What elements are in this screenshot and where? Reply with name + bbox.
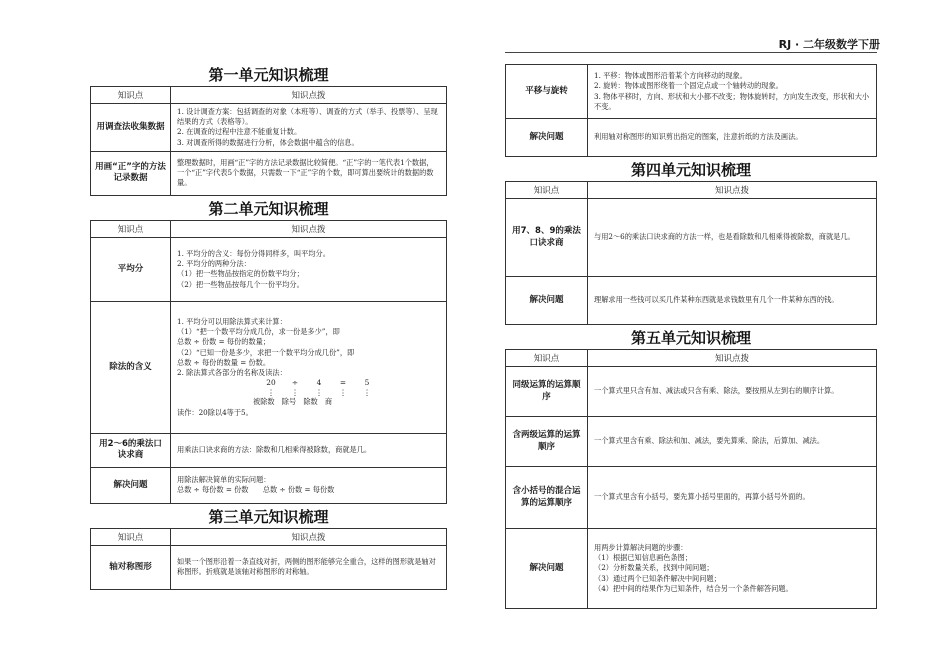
row-content: [588, 367, 877, 417]
unit1-title: 第一单元知识梳理: [208, 66, 329, 84]
table-row: [91, 467, 447, 503]
content-line: （2）分析数量关系，找到中间问题；: [594, 563, 714, 573]
row-content: [171, 237, 447, 301]
row-topic: 解决问题: [91, 467, 171, 503]
unit3-table-part1: [90, 528, 447, 590]
content-line: 整理数据时，用画“正”字的方法记录数据比较简便。“正”字的一笔代表1个数据，一个“正”字代表5个数据，只需数一下“正”字的个数，即可算出要统计的数据的数量。: [177, 158, 434, 188]
content-line: 1. 设计调查方案：包括调查的对象（本班等）、调查的方式（举手、投票等）、呈现结果的方式（表格等）。: [177, 107, 438, 127]
formula-divide-sign: ÷: [291, 378, 299, 388]
table-row: [91, 545, 447, 589]
row-content: [588, 417, 877, 467]
unit3-table-part2: [505, 64, 877, 157]
row-content: [588, 65, 877, 119]
row-content: [588, 199, 877, 277]
formula-dots: ⋮: [267, 387, 275, 397]
content-line: （2）“已知一份是多少，求把一个数平均分成几份”，即: [177, 347, 355, 357]
table-header-row: [506, 350, 877, 367]
row-content: [588, 529, 877, 609]
row-content: [588, 467, 877, 529]
content-line: 1. 平均分可以用除法算式来计算：: [177, 316, 287, 326]
content-line: 一个算式里只含有加、减法或只含有乘、除法，要按照从左到右的顺序计算。: [594, 386, 839, 396]
formula-divisor: 4: [316, 378, 322, 388]
right-column: [505, 64, 877, 611]
content-line: （2）把一些物品按每几个一份平均分。: [177, 279, 304, 289]
content-line: 用乘法口诀求商的方法：除数和几相乘得被除数，商就是几。: [177, 445, 372, 455]
content-line: （3）通过两个已知条件解决中间问题；: [594, 573, 721, 583]
table-header-row: [91, 87, 447, 104]
content-line: 1. 平移：物体或图形沿着某个方向移动的现象。: [594, 71, 747, 81]
row-topic: 用调查法收集数据: [91, 104, 171, 152]
table-row: [506, 367, 877, 417]
table-row: [91, 151, 447, 195]
row-content: [171, 467, 447, 503]
row-topic: 含两级运算的运算顺序: [506, 417, 588, 467]
table-row: [91, 237, 447, 301]
col-header-tips: 知识点拨: [588, 182, 877, 199]
table-row: [506, 467, 877, 529]
content-line: 与用2～6的乘法口诀求商的方法一样，也是看除数和几相乘得被除数，商就是几。: [594, 232, 855, 242]
table-row: [506, 417, 877, 467]
table-row: [506, 277, 877, 325]
col-header-topic: 知识点: [91, 220, 171, 237]
content-line: （4）把中间的结果作为已知条件，结合另一个条件解答问题。: [594, 583, 793, 593]
content-line: 2. 旋转：物体或图形绕着一个固定点或一个轴转动的现象。: [594, 81, 783, 91]
content-line: 一个算式里含有乘、除法和加、减法，要先算乘、除法，后算加、减法。: [594, 436, 825, 446]
content-line: 读作：20除以4等于5。: [177, 407, 253, 417]
row-topic: 用画“正”字的方法记录数据: [91, 151, 171, 195]
header-rule: [505, 52, 877, 53]
col-header-tips: 知识点拨: [171, 220, 447, 237]
formula-dots: ⋮: [291, 387, 299, 397]
row-topic: 除法的含义: [91, 301, 171, 433]
content-line: 利用轴对称图形的知识剪出指定的图案，注意折纸的方法及画法。: [594, 132, 803, 142]
table-row: [91, 301, 447, 433]
content-line: 总数 ÷ 每份数 = 份数 总数 ÷ 份数 = 每份数: [177, 485, 335, 495]
row-topic: 解决问题: [506, 277, 588, 325]
table-row: [91, 104, 447, 152]
left-column: [90, 64, 447, 592]
row-topic: 含小括号的混合运算的运算顺序: [506, 467, 588, 529]
table-row: [506, 199, 877, 277]
row-topic: 同级运算的运算顺序: [506, 367, 588, 417]
row-content: [171, 151, 447, 195]
row-content: [171, 545, 447, 589]
table-header-row: [91, 528, 447, 545]
content-line: 总数 ÷ 每份的数量 = 份数。: [177, 357, 271, 367]
content-line: 2. 除法算式各部分的名称及读法：: [177, 367, 287, 377]
row-content: [171, 433, 447, 467]
row-topic: 平移与旋转: [506, 65, 588, 119]
content-line: 1. 平均分的含义：每份分得同样多，叫平均分。: [177, 248, 330, 258]
col-header-tips: 知识点拨: [171, 528, 447, 545]
content-line: 总数 ÷ 份数 = 每份的数量；: [177, 337, 271, 347]
content-line: 3. 物体平移时，方向、形状和大小都不改变；物体旋转时，方向发生改变，形状和大小不变。: [594, 91, 870, 111]
content-line: 如果一个图形沿着一条直线对折，两侧的图形能够完全重合，这样的图形就是轴对称图形。折痕就是该轴对称图形的对称轴。: [177, 557, 436, 577]
content-line: 理解求用一些钱可以买几件某种东西就是求钱数里有几个一件某种东西的钱。: [594, 295, 839, 305]
col-header-topic: 知识点: [91, 87, 171, 104]
row-content: [588, 277, 877, 325]
content-line: 用两步计算解决问题的步骤：: [594, 542, 688, 552]
col-header-topic: 知识点: [506, 350, 588, 367]
unit2-title: 第二单元知识梳理: [208, 199, 329, 218]
unit4-title: 第四单元知识梳理: [630, 161, 751, 179]
content-line: （1）根据已知信息画色条图；: [594, 553, 693, 563]
unit4-table: [505, 181, 877, 325]
formula-quotient: 5: [364, 378, 370, 388]
row-content: [171, 104, 447, 152]
col-header-tips: 知识点拨: [588, 350, 877, 367]
unit1-table: [90, 86, 447, 196]
content-line: 2. 平均分的两种分法：: [177, 259, 251, 269]
row-topic: 轴对称图形: [91, 545, 171, 589]
unit3-title: 第三单元知识梳理: [208, 507, 329, 526]
table-row: [506, 119, 877, 157]
formula-dots: ⋮: [339, 387, 347, 397]
formula-dividend: 20: [266, 378, 276, 388]
content-line: 3. 对调查所得的数据进行分析，体会数据中蕴含的信息。: [177, 137, 359, 147]
content-line: （1）把一些物品按指定的份数平均分；: [177, 269, 304, 279]
formula-equals: =: [339, 378, 347, 388]
content-line: （1）“把一个数平均分成几份，求一份是多少”，即: [177, 327, 340, 337]
table-row: [506, 65, 877, 119]
col-header-tips: 知识点拨: [171, 87, 447, 104]
unit5-table: [505, 349, 877, 609]
table-row: [506, 529, 877, 609]
row-content: [171, 301, 447, 433]
row-topic: 用7、8、9的乘法口诀求商: [506, 199, 588, 277]
row-topic: 解决问题: [506, 529, 588, 609]
content-line: 2. 在调查的过程中注意不能重复计数。: [177, 127, 302, 137]
col-header-topic: 知识点: [506, 182, 588, 199]
unit2-table: [90, 220, 447, 504]
formula-part-names: 被除数 除号 除数 商: [253, 397, 333, 407]
book-label: RJ · 二年级数学下册: [778, 38, 880, 51]
table-header-row: [506, 182, 877, 199]
formula-dots: ⋮: [363, 387, 371, 397]
row-topic: 平均分: [91, 237, 171, 301]
col-header-topic: 知识点: [91, 528, 171, 545]
division-formula: [259, 378, 440, 397]
row-content: [588, 119, 877, 157]
content-line: 一个算式里含有小括号，要先算小括号里面的，再算小括号外面的。: [594, 492, 810, 502]
row-topic: 用2～6的乘法口诀求商: [91, 433, 171, 467]
table-header-row: [91, 220, 447, 237]
content-line: 用除法解决简单的实际问题：: [177, 475, 271, 485]
table-row: [91, 433, 447, 467]
row-topic: 解决问题: [506, 119, 588, 157]
unit5-title: 第五单元知识梳理: [630, 329, 751, 347]
formula-dots: ⋮: [315, 387, 323, 397]
